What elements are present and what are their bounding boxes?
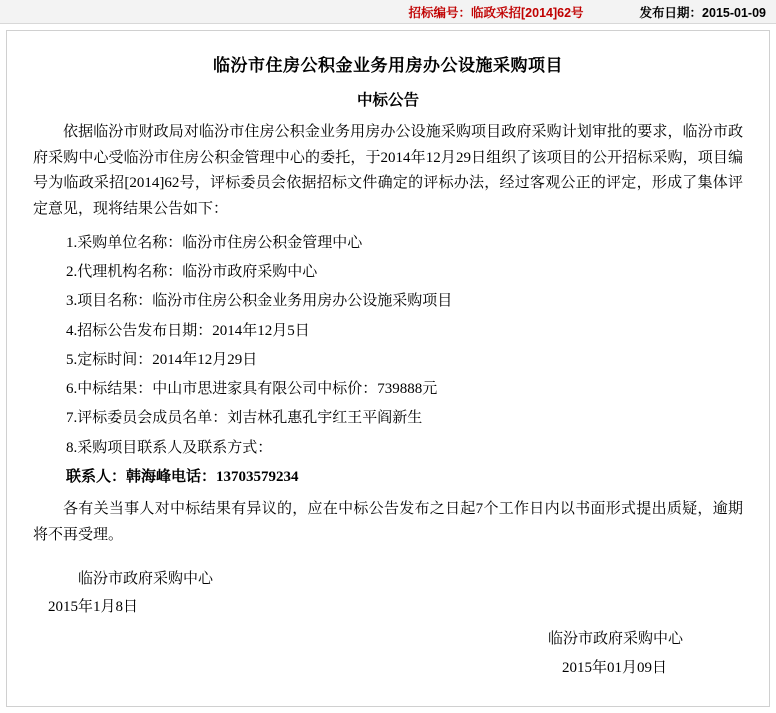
list-item-number: 5. [66, 351, 78, 368]
list-item [33, 375, 743, 404]
list-item [33, 434, 743, 463]
list-item-label: 中标结果：中山市思进家具有限公司中标价：739888元 [77, 381, 438, 398]
list-item [33, 346, 743, 375]
list-item-label: 采购项目联系人及联系方式： [77, 439, 273, 456]
signature-block [33, 565, 743, 622]
list-item-number: 6. [66, 381, 78, 398]
list-item-number: 3. [66, 293, 78, 310]
list-item [33, 404, 743, 433]
list-item-number: 7. [66, 410, 78, 427]
footer-signature-block [548, 625, 683, 682]
document-body [6, 30, 770, 707]
closing-paragraph: 各有关当事人对中标结果有异议的，应在中标公告发布之日起7个工作日内以书面形式提出质疑，逾期将不再受理。 [33, 501, 743, 544]
intro-paragraph: 依据临汾市财政局对临汾市住房公积金业务用房办公设施采购项目政府采购计划审批的要求，临汾市政府采购中心受临汾市住房公积金管理中心的委托，于2014年12月29日组织了该项目的公开招标采购，项目编号为临政采招[2014]62号，评标委员会依据招标文件确定的评标办法，经过客观公正的评定，形成了集体评定意见，现将结果公告如下： [33, 123, 743, 218]
list-item-label: 定标时间：2014年12月29日 [77, 351, 258, 368]
signer-date: 2015年1月8日 [48, 599, 139, 616]
list-item-number: 8. [66, 439, 78, 456]
list-item-number: 1. [66, 234, 78, 251]
list-item-number: 2. [66, 264, 78, 281]
page-subtitle: 中标公告 [356, 91, 419, 109]
result-item-list [33, 229, 743, 463]
signer-organization: 临汾市政府采购中心 [78, 570, 214, 587]
list-item [33, 229, 743, 258]
page-title: 临汾市住房公积金业务用房办公设施采购项目 [213, 56, 563, 75]
list-item [33, 317, 743, 346]
list-item [33, 258, 743, 287]
list-item-label: 评标委员会成员名单：刘吉林孔惠孔宇红王平阎新生 [77, 410, 423, 427]
list-item-label: 项目名称：临汾市住房公积金业务用房办公设施采购项目 [77, 293, 453, 310]
contact-info: 联系人：韩海峰电话：13703579234 [66, 468, 299, 485]
notice-number: 招标编号：临政采招[2014]62号 [408, 5, 584, 20]
document-header-bar [0, 0, 776, 24]
list-item-number: 4. [66, 322, 78, 339]
publish-date: 发布日期：2015-01-09 [639, 5, 766, 20]
list-item-label: 代理机构名称：临汾市政府采购中心 [77, 264, 318, 281]
footer-date: 2015年01月09日 [561, 659, 667, 676]
list-item [33, 287, 743, 316]
list-item-label: 招标公告发布日期：2014年12月5日 [77, 322, 310, 339]
footer-organization: 临汾市政府采购中心 [547, 631, 683, 647]
list-item-label: 采购单位名称：临汾市住房公积金管理中心 [77, 234, 363, 251]
